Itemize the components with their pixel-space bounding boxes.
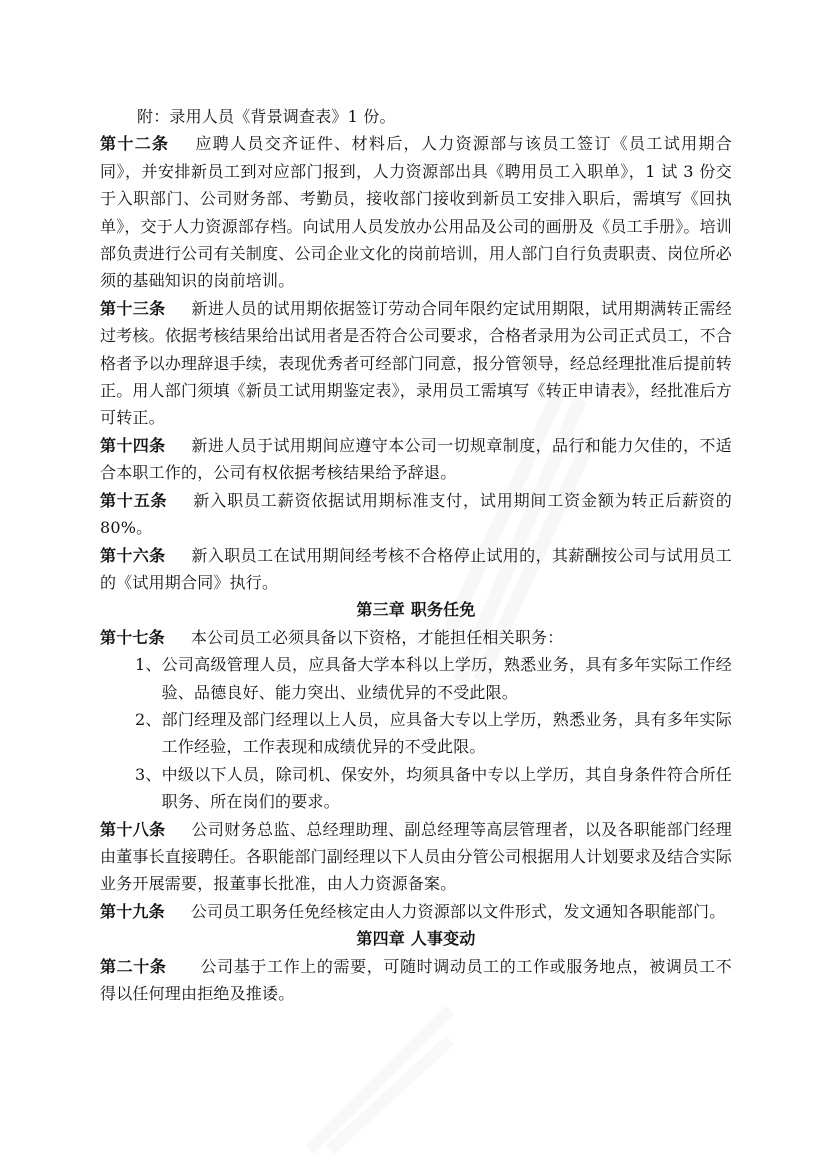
article-20 [100, 953, 732, 1008]
list-item-text: 中级以下人员，除司机、保安外，均须具备中专以上学历，其自身条件符合所任职务、所在岗们的要求。 [161, 764, 732, 812]
article-text: 公司财务总监、总经理助理、副总经理等高层管理者，以及各职能部门经理由董事长直接聘任。各职能部门副经理以下人员由分管公司根据用人计划要求及结合实际业务开展需要，报董事长批准，由人力资源备案。 [100, 819, 732, 894]
chapter-3-heading: 第三章 职务任免 [356, 600, 476, 620]
article-number: 第十四条 [100, 435, 166, 455]
article-number: 第十七条 [100, 627, 165, 647]
qualification-list [100, 651, 732, 815]
article-13 [100, 295, 732, 432]
article-text: 应聘人员交齐证件、材料后，人力资源部与该员工签订《员工试用期合同》，并安排新员工到对应部门报到，人力资源部出具《聘用员工入职单》，1 试 3 份交于入职部门、公司财务部、考勤员，接收部门接收到新员工安排入职后，需填写《回执单》，交于人力资源部存档。向试用人员发放办公用品及公司的画册及《员工手册》。培训部负责进行公司有关制度、公司企业文化的岗前培训，用人部门自行负责职责、岗位所必须的基础知识的岗前培训。 [100, 134, 733, 291]
article-15 [100, 487, 732, 542]
article-text: 新入职员工在试用期间经考核不合格停止试用的，其薪酬按公司与试用员工的《试用期合同》执行。 [100, 545, 732, 592]
document-page [100, 103, 732, 1007]
article-17 [100, 624, 732, 651]
list-item-number: 3、 [135, 764, 162, 784]
article-number: 第二十条 [100, 956, 167, 976]
list-item [135, 651, 732, 706]
article-number: 第十九条 [100, 901, 165, 921]
list-item-text: 部门经理及部门经理以上人员，应具备大专以上学历，熟悉业务，具有多年实际工作经验，工作表现和成绩优异的不受此限。 [161, 709, 732, 757]
article-number: 第十六条 [100, 545, 166, 565]
article-text: 公司基于工作上的需要，可随时调动员工的工作或服务地点，被调员工不得以任何理由拒绝及推诿。 [100, 956, 732, 1003]
article-number: 第十八条 [100, 819, 166, 839]
list-item [135, 761, 732, 816]
article-number: 第十二条 [100, 134, 170, 154]
list-item-text: 公司高级管理人员，应具备大学本科以上学历，熟悉业务，具有多年实际工作经验、品德良好、能力突出、业绩优异的不受此限。 [161, 655, 732, 702]
article-14 [100, 432, 732, 487]
article-18 [100, 816, 732, 898]
list-item-number: 2、 [135, 709, 162, 729]
attachment-note: 附：录用人员《背景调查表》1 份。 [137, 107, 396, 126]
article-19 [100, 898, 732, 925]
article-text: 新进人员于试用期间应遵守本公司一切规章制度，品行和能力欠佳的，不适合本职工作的，公司有权依据考核结果给予辞退。 [100, 435, 732, 483]
article-text: 新入职员工薪资依据试用期标准支付，试用期间工资金额为转正后薪资的 80%。 [100, 490, 732, 538]
chapter-4-heading: 第四章 人事变动 [356, 929, 476, 949]
articles-group-a [100, 130, 732, 596]
article-text: 新进人员的试用期依据签订劳动合同年限约定试用期限，试用期满转正需经过考核。依据考核结果给出试用者是否符合公司要求，合格者录用为公司正式员工，不合格者予以办理辞退手续，表现优秀者可经部门同意，报分管领导，经总经理批准后提前转正。用人部门须填《新员工试用期鉴定表》，录用员工需填写《转正申请表》，经批准后方可转正。 [100, 298, 733, 428]
articles-group-b [100, 816, 732, 926]
article-16 [100, 542, 732, 597]
article-text: 公司员工职务任免经核定由人力资源部以文件形式，发文通知各职能部门。 [190, 901, 726, 921]
watermark-graphic-lower [300, 1000, 460, 1160]
article-number: 第十五条 [100, 490, 168, 510]
list-item-number: 1、 [135, 655, 162, 675]
article-number: 第十三条 [100, 298, 166, 318]
article-text: 本公司员工必须具备以下资格，才能担任相关职务： [190, 627, 564, 647]
list-item [135, 706, 732, 761]
article-12 [100, 130, 732, 294]
